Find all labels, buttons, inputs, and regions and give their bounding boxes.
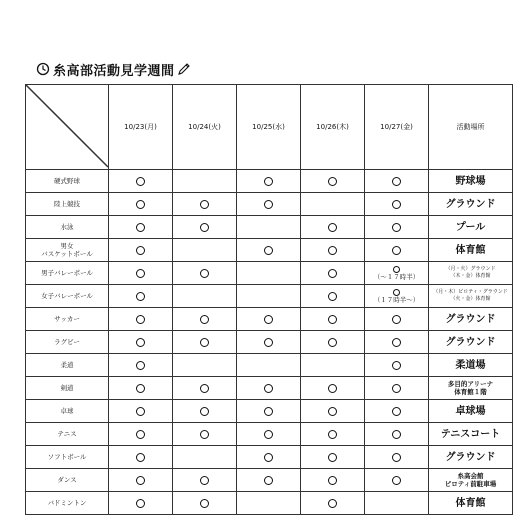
day-mark-cell bbox=[109, 400, 173, 423]
circle-mark bbox=[264, 177, 273, 186]
day-mark-cell bbox=[109, 423, 173, 446]
day-header: 10/23(月) bbox=[109, 85, 173, 170]
table-row bbox=[26, 262, 513, 285]
activity-place: （月・火）グラウンド （木・金）体育館 bbox=[429, 262, 513, 285]
circle-mark bbox=[328, 384, 337, 393]
day-mark-cell bbox=[365, 423, 429, 446]
day-mark-cell bbox=[365, 308, 429, 331]
day-mark-cell bbox=[173, 492, 237, 515]
day-mark-cell bbox=[109, 331, 173, 354]
activity-place: プール bbox=[429, 216, 513, 239]
circle-mark bbox=[392, 430, 401, 439]
time-note: （～１７時半） bbox=[373, 273, 420, 281]
day-mark-cell bbox=[237, 423, 301, 446]
club-name: 卓球 bbox=[26, 400, 109, 423]
page-title bbox=[36, 60, 191, 78]
day-mark-cell bbox=[365, 262, 429, 285]
day-header: 10/25(水) bbox=[237, 85, 301, 170]
table-row bbox=[26, 308, 513, 331]
club-name: 剣道 bbox=[26, 377, 109, 400]
circle-mark bbox=[393, 289, 400, 296]
day-mark-cell bbox=[237, 262, 301, 285]
circle-mark bbox=[136, 384, 145, 393]
circle-mark bbox=[328, 223, 337, 232]
day-mark-cell bbox=[173, 469, 237, 492]
club-name: サッカー bbox=[26, 308, 109, 331]
day-mark-cell bbox=[365, 400, 429, 423]
title-text: 糸高部活動見学週間 bbox=[53, 63, 175, 79]
day-header: 10/26(木) bbox=[301, 85, 365, 170]
time-note: （１７時半～） bbox=[373, 296, 420, 304]
day-mark-cell bbox=[173, 308, 237, 331]
day-mark-cell bbox=[109, 170, 173, 193]
day-mark-cell bbox=[237, 239, 301, 262]
day-mark-cell bbox=[237, 308, 301, 331]
activity-place: グラウンド bbox=[429, 308, 513, 331]
circle-mark bbox=[264, 200, 273, 209]
circle-mark bbox=[136, 499, 145, 508]
circle-mark bbox=[392, 384, 401, 393]
day-mark-cell bbox=[301, 170, 365, 193]
day-mark-cell bbox=[173, 377, 237, 400]
table-row bbox=[26, 331, 513, 354]
day-mark-cell bbox=[301, 469, 365, 492]
day-mark-cell bbox=[109, 469, 173, 492]
circle-mark bbox=[328, 246, 337, 255]
day-mark-cell bbox=[365, 469, 429, 492]
day-mark-cell bbox=[301, 262, 365, 285]
clock-icon bbox=[36, 62, 50, 76]
circle-mark bbox=[328, 177, 337, 186]
circle-mark bbox=[136, 430, 145, 439]
circle-mark bbox=[264, 430, 273, 439]
circle-mark bbox=[392, 177, 401, 186]
club-name: 柔道 bbox=[26, 354, 109, 377]
activity-place: 糸高会館 ピロティ前駐車場 bbox=[429, 469, 513, 492]
circle-mark bbox=[328, 269, 337, 278]
day-mark-cell bbox=[173, 446, 237, 469]
table-row bbox=[26, 469, 513, 492]
day-mark-cell bbox=[301, 377, 365, 400]
circle-mark bbox=[136, 361, 145, 370]
day-mark-cell bbox=[109, 308, 173, 331]
day-mark-cell bbox=[173, 193, 237, 216]
circle-mark bbox=[328, 499, 337, 508]
day-mark-cell bbox=[237, 331, 301, 354]
day-mark-cell bbox=[237, 354, 301, 377]
club-name: ラグビー bbox=[26, 331, 109, 354]
day-mark-cell bbox=[301, 492, 365, 515]
club-name: 男女 バスケットボール bbox=[26, 239, 109, 262]
circle-mark bbox=[264, 384, 273, 393]
circle-mark bbox=[264, 246, 273, 255]
circle-mark bbox=[136, 338, 145, 347]
club-name: ダンス bbox=[26, 469, 109, 492]
day-mark-cell bbox=[365, 377, 429, 400]
club-name: バドミントン bbox=[26, 492, 109, 515]
place-header: 活動場所 bbox=[429, 85, 513, 170]
day-mark-cell bbox=[109, 262, 173, 285]
circle-mark bbox=[392, 223, 401, 232]
day-mark-cell bbox=[109, 239, 173, 262]
circle-mark bbox=[392, 407, 401, 416]
day-mark-cell bbox=[173, 423, 237, 446]
circle-mark bbox=[136, 223, 145, 232]
day-mark-cell bbox=[109, 354, 173, 377]
circle-mark bbox=[200, 430, 209, 439]
circle-mark bbox=[392, 246, 401, 255]
day-mark-cell bbox=[109, 285, 173, 308]
day-mark-cell bbox=[365, 239, 429, 262]
activity-place: （月・木）ピロティ・グラウンド （火・金）体育館 bbox=[429, 285, 513, 308]
circle-mark bbox=[200, 200, 209, 209]
day-mark-cell bbox=[301, 354, 365, 377]
day-mark-cell bbox=[237, 285, 301, 308]
day-mark-cell bbox=[301, 446, 365, 469]
day-mark-cell bbox=[173, 354, 237, 377]
circle-mark bbox=[392, 338, 401, 347]
day-mark-cell bbox=[237, 446, 301, 469]
circle-mark bbox=[264, 315, 273, 324]
day-mark-cell bbox=[237, 469, 301, 492]
day-mark-cell bbox=[365, 170, 429, 193]
day-mark-cell bbox=[301, 331, 365, 354]
activity-place: グラウンド bbox=[429, 446, 513, 469]
circle-mark bbox=[328, 453, 337, 462]
table-row bbox=[26, 423, 513, 446]
day-mark-cell bbox=[301, 239, 365, 262]
circle-mark bbox=[200, 499, 209, 508]
day-mark-cell bbox=[109, 377, 173, 400]
circle-mark bbox=[392, 476, 401, 485]
circle-mark bbox=[328, 430, 337, 439]
table-row bbox=[26, 285, 513, 308]
club-name: 陸上競技 bbox=[26, 193, 109, 216]
circle-mark bbox=[328, 338, 337, 347]
club-name: テニス bbox=[26, 423, 109, 446]
table-row bbox=[26, 354, 513, 377]
circle-mark bbox=[200, 315, 209, 324]
day-mark-cell bbox=[237, 170, 301, 193]
circle-mark bbox=[392, 315, 401, 324]
day-mark-cell bbox=[109, 446, 173, 469]
table-row bbox=[26, 170, 513, 193]
day-mark-cell bbox=[173, 216, 237, 239]
day-mark-cell bbox=[173, 239, 237, 262]
circle-mark bbox=[264, 476, 273, 485]
circle-mark bbox=[392, 361, 401, 370]
circle-mark bbox=[136, 177, 145, 186]
circle-mark bbox=[136, 246, 145, 255]
day-mark-cell bbox=[365, 193, 429, 216]
circle-mark bbox=[136, 476, 145, 485]
day-mark-cell bbox=[301, 400, 365, 423]
day-mark-cell bbox=[109, 492, 173, 515]
circle-mark bbox=[328, 315, 337, 324]
club-name: 硬式野球 bbox=[26, 170, 109, 193]
day-mark-cell bbox=[365, 285, 429, 308]
activity-place: 卓球場 bbox=[429, 400, 513, 423]
table-row bbox=[26, 216, 513, 239]
circle-mark bbox=[264, 338, 273, 347]
activity-place: 体育館 bbox=[429, 239, 513, 262]
day-mark-cell bbox=[365, 492, 429, 515]
circle-mark bbox=[136, 292, 145, 301]
club-name: ソフトボール bbox=[26, 446, 109, 469]
circle-mark bbox=[136, 269, 145, 278]
table-row bbox=[26, 492, 513, 515]
day-mark-cell bbox=[109, 193, 173, 216]
club-name: 女子バレーボール bbox=[26, 285, 109, 308]
activity-place: テニスコート bbox=[429, 423, 513, 446]
day-mark-cell bbox=[301, 285, 365, 308]
day-mark-cell bbox=[365, 446, 429, 469]
day-mark-cell bbox=[301, 193, 365, 216]
table-row bbox=[26, 377, 513, 400]
circle-mark bbox=[328, 407, 337, 416]
header-row bbox=[26, 85, 513, 170]
circle-mark bbox=[200, 476, 209, 485]
circle-mark bbox=[200, 338, 209, 347]
club-name: 水泳 bbox=[26, 216, 109, 239]
day-mark-cell bbox=[365, 331, 429, 354]
day-mark-cell bbox=[365, 216, 429, 239]
day-mark-cell bbox=[109, 216, 173, 239]
table-row bbox=[26, 193, 513, 216]
activity-place: 体育館 bbox=[429, 492, 513, 515]
day-mark-cell bbox=[173, 262, 237, 285]
day-mark-cell bbox=[173, 170, 237, 193]
activity-place: グラウンド bbox=[429, 331, 513, 354]
pencil-icon bbox=[177, 62, 191, 76]
circle-mark bbox=[264, 453, 273, 462]
day-mark-cell bbox=[301, 216, 365, 239]
day-header: 10/27(金) bbox=[365, 85, 429, 170]
day-mark-cell bbox=[301, 423, 365, 446]
table-row bbox=[26, 239, 513, 262]
club-name: 男子バレーボール bbox=[26, 262, 109, 285]
corner-cell bbox=[26, 85, 109, 170]
circle-mark bbox=[392, 453, 401, 462]
table-row bbox=[26, 446, 513, 469]
circle-mark bbox=[200, 223, 209, 232]
day-header: 10/24(火) bbox=[173, 85, 237, 170]
circle-mark bbox=[136, 407, 145, 416]
day-mark-cell bbox=[173, 331, 237, 354]
schedule-table bbox=[25, 84, 513, 515]
circle-mark bbox=[264, 407, 273, 416]
day-mark-cell bbox=[301, 308, 365, 331]
day-mark-cell bbox=[237, 193, 301, 216]
circle-mark bbox=[136, 315, 145, 324]
activity-place: 野球場 bbox=[429, 170, 513, 193]
day-mark-cell bbox=[365, 354, 429, 377]
day-mark-cell bbox=[237, 400, 301, 423]
activity-place: 柔道場 bbox=[429, 354, 513, 377]
circle-mark bbox=[200, 269, 209, 278]
circle-mark bbox=[136, 200, 145, 209]
day-mark-cell bbox=[237, 216, 301, 239]
circle-mark bbox=[393, 266, 400, 273]
circle-mark bbox=[200, 407, 209, 416]
day-mark-cell bbox=[237, 377, 301, 400]
circle-mark bbox=[328, 476, 337, 485]
circle-mark bbox=[136, 453, 145, 462]
activity-place: グラウンド bbox=[429, 193, 513, 216]
day-mark-cell bbox=[237, 492, 301, 515]
circle-mark bbox=[328, 292, 337, 301]
circle-mark bbox=[392, 200, 401, 209]
day-mark-cell bbox=[173, 285, 237, 308]
activity-place: 多目的アリーナ 体育館１階 bbox=[429, 377, 513, 400]
circle-mark bbox=[200, 384, 209, 393]
day-mark-cell bbox=[173, 400, 237, 423]
table-row bbox=[26, 400, 513, 423]
